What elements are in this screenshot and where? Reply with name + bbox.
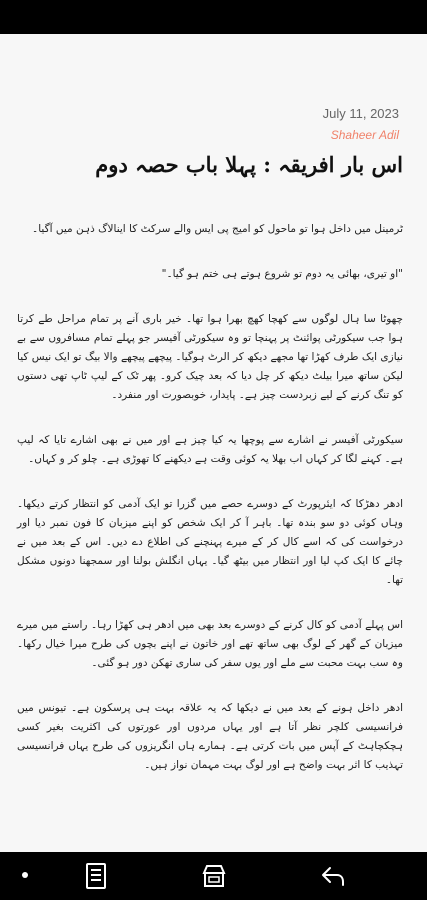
- recent-apps-button[interactable]: [79, 860, 113, 892]
- bottom-navigation-bar: [0, 852, 427, 900]
- dot-icon: [22, 872, 28, 878]
- post-author[interactable]: Shaheer Adil: [330, 128, 399, 142]
- article-paragraph: "او تیری، بھائی یہ دوم تو شروع ہوتے ہی ختم ہو گیا۔": [161, 268, 403, 280]
- article-paragraph: اس پہلے آدمی کو کال کرنے کے دوسرے بعد بھی میں ادھر ہی کھڑا رہا۔ راستے میں میرے میزبان کے گھر کے لوگ بھی ساتھ تھے اور خاتون نے اپنے بچوں کی طرح میرا خیال رکھا۔ وہ سب بہت محبت سے ملے اور یوں سفر کی ساری تھکن دور ہو گئی۔: [17, 619, 403, 669]
- back-button[interactable]: [316, 860, 350, 892]
- article-paragraph: ٹرمینل میں داخل ہوا تو ماحول کو امیج پی ایس والے سرکٹ کا اینالاگ ذہن میں آگیا۔: [32, 223, 403, 235]
- storefront-icon: [199, 861, 229, 891]
- article-paragraph: ادھر دھڑکا کہ ایئرپورٹ کے دوسرے حصے میں گزرا تو ایک آدمی کو انتظار کرتے دیکھا۔ وہاں کوئی دو سو بندہ تھا۔ باہر آ کر ایک شخص کو اپنے میزبان کا فون نمبر دیا اور درخواست کی کہ اسے کال کر کے میرے پہنچنے کی اطلاع دے دیں۔ اس کے بعد میں نے چائے کا ایک کپ لیا اور انتظار میں بیٹھ گیا۔ یہاں انگلش بولنا اور سمجھنا دونوں مشکل تھا۔: [17, 498, 403, 586]
- status-bar: [0, 0, 427, 34]
- back-arrow-icon: [318, 861, 348, 891]
- home-button[interactable]: [197, 860, 231, 892]
- document-list-icon: [81, 861, 111, 891]
- post-date: July 11, 2023: [322, 106, 399, 121]
- article-paragraph: چھوٹا سا ہال لوگوں سے کھچا کھچ بھرا ہوا تھا۔ خیر باری آنے پر تمام مراحل طے کرتا ہوا جب سیکورٹی پوائنٹ پر پہنچا تو وہ سیکورٹی آفیسر جو پہلے تمام مسافروں سے بے نیازی ایک طرف کھڑا تھا مجھے دیکھ کر الرٹ ہوگیا۔ پیچھے پیچھے والا بیگ تو ایک نیس کیا لیکن ساتھ میرا بیلٹ دیکھ کر چل دیا کہ بعد چیک کرو۔ پھر ٹک کے لیپ ٹاپ تھی دستوں کو تنگ کرنے کے لیے زبردست چیز ہے۔ پایدار، خوبصورت اور منفرد۔: [17, 313, 403, 401]
- post-title: اس بار افریقہ : پہلا باب حصہ دوم: [95, 152, 403, 177]
- article-page[interactable]: [0, 34, 427, 852]
- article-paragraph: ادھر داخل ہونے کے بعد میں نے دیکھا کہ یہ علاقہ بہت ہی پرسکون ہے۔ تیونس میں فرانسیسی کلچر نظر آتا ہے اور یہاں مردوں اور عورتوں کی اکثریت بغیر کسی ہچکچاہٹ کے آپس میں بات کرتی ہے۔ ہمارے ہاں انگریزوں کی طرح یہاں فرانسیسی تہذیب کا اثر بہت واضح ہے اور لوگ بہت مہمان نواز ہیں۔: [17, 702, 403, 771]
- article-body: [17, 220, 403, 801]
- article-paragraph: سیکورٹی آفیسر نے اشارے سے پوچھا یہ کیا چیز ہے اور میں نے بھی اشارے تایا کہ لیپ ہے۔ کہنے لگا کر کہاں اب بھلا یہ کوئی وقت ہے دیکھنے کا تھوڑی ہے۔ چلو کر و کہاں۔: [17, 434, 403, 465]
